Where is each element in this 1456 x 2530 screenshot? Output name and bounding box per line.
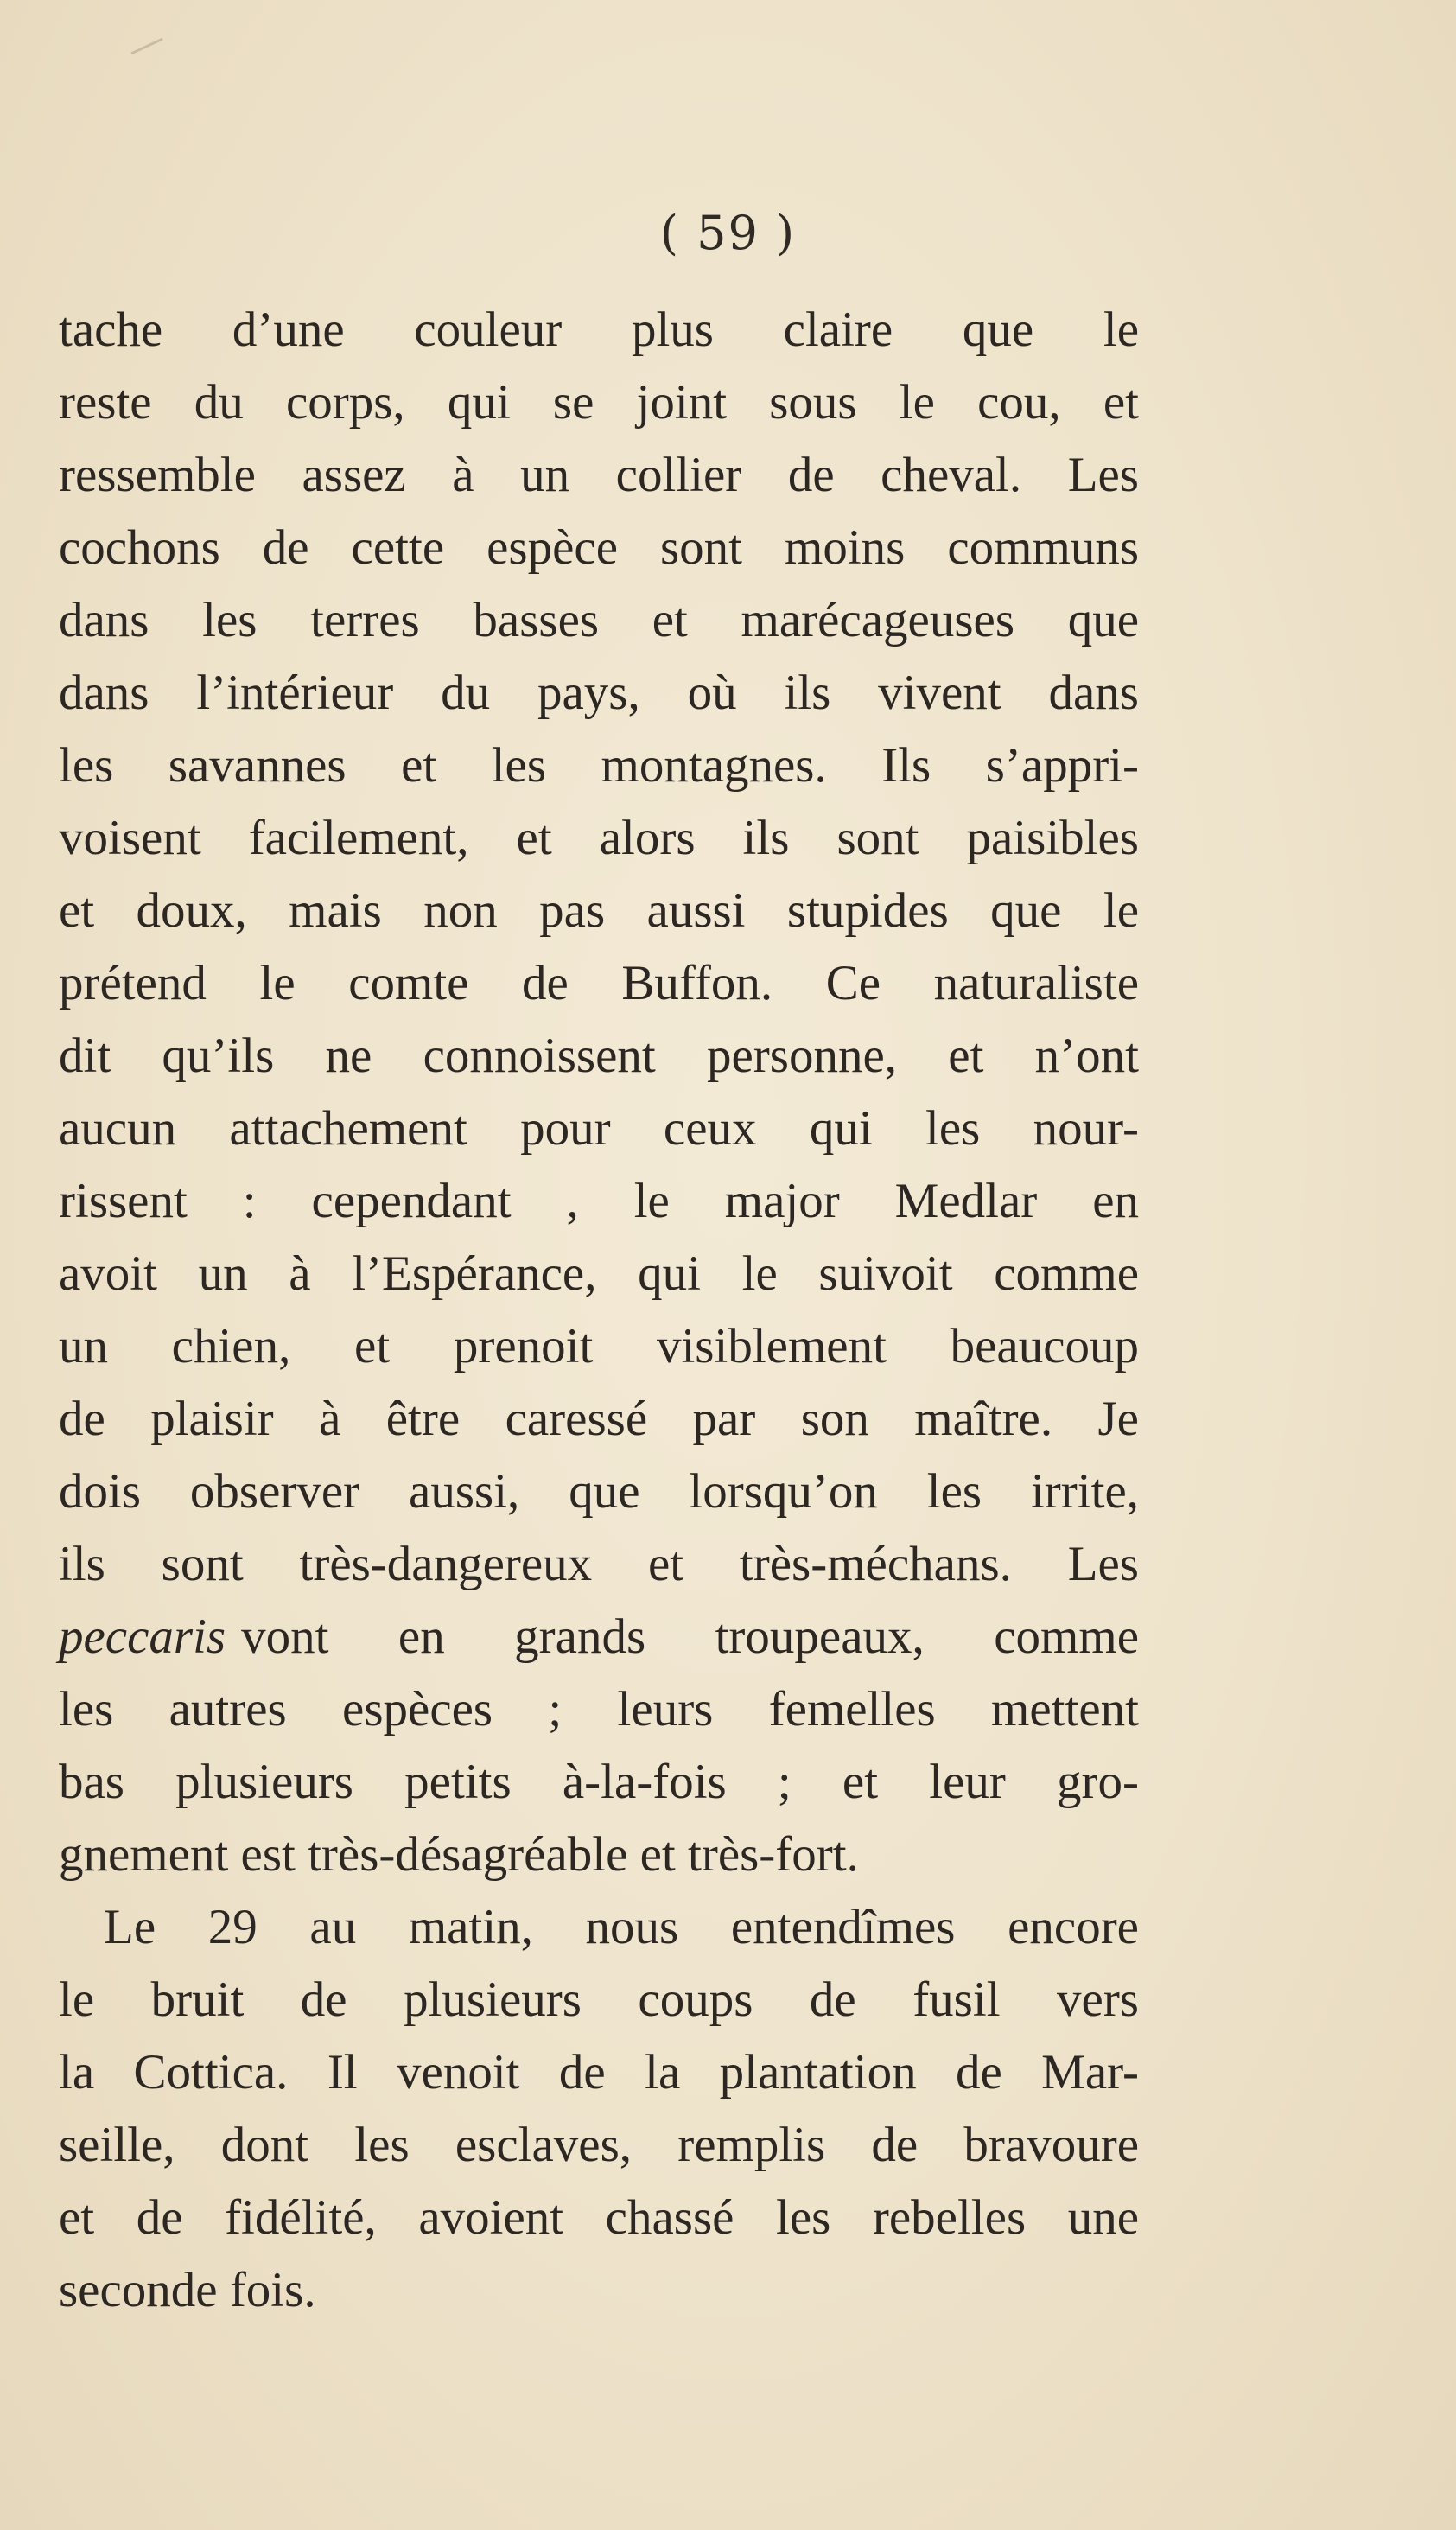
text-line: et de fidélité, avoient chassé les rebelles une: [59, 2190, 1139, 2245]
text-line: les savannes et les montagnes. Ils s’appri-: [59, 738, 1139, 793]
italic-line-rest: vont en grands troupeaux, comme: [241, 1609, 1139, 1664]
text-line: cochons de cette espèce sont moins communs: [59, 520, 1139, 575]
text-line: Le 29 au matin, nous entendîmes encore: [104, 1900, 1139, 1954]
text-line: reste du corps, qui se joint sous le cou, et: [59, 375, 1139, 430]
text-line: dans les terres basses et marécageuses que: [59, 593, 1139, 647]
paper-speck: [130, 38, 163, 55]
text-line: gnement est très-désagréable et très-fort.: [59, 1827, 859, 1882]
text-line: les autres espèces ; leurs femelles mettent: [59, 1682, 1139, 1737]
text-line: le bruit de plusieurs coups de fusil vers: [59, 1972, 1139, 2027]
text-line: la Cottica. Il venoit de la plantation de Mar-: [59, 2045, 1139, 2100]
text-line: tache d’une couleur plus claire que le: [59, 303, 1139, 357]
italic-word: peccaris: [59, 1609, 226, 1664]
text-line: voisent facilement, et alors ils sont paisibles: [59, 811, 1139, 865]
text-line: seconde fois.: [59, 2263, 316, 2317]
text-line: et doux, mais non pas aussi stupides que le: [59, 883, 1139, 938]
text-line: de plaisir à être caressé par son maître. Je: [59, 1392, 1139, 1446]
text-line: ils sont très-dangereux et très-méchans. Les: [59, 1537, 1139, 1591]
text-line: dit qu’ils ne connoissent personne, et n’ont: [59, 1029, 1139, 1083]
text-line: dans l’intérieur du pays, où ils vivent dans: [59, 666, 1139, 720]
page-number: ( 59 ): [659, 206, 797, 260]
text-line-italic: [59, 1601, 1139, 1673]
body-text: [59, 294, 1139, 2327]
text-line: rissent : cependant , le major Medlar en: [59, 1174, 1139, 1228]
text-line: bas plusieurs petits à-la-fois ; et leur gro-: [59, 1755, 1139, 1809]
text-line: un chien, et prenoit visiblement beaucoup: [59, 1319, 1139, 1373]
text-line: dois observer aussi, que lorsqu’on les irrite,: [59, 1464, 1139, 1519]
text-line: avoit un à l’Espérance, qui le suivoit comme: [59, 1246, 1139, 1301]
text-line: seille, dont les esclaves, remplis de bravoure: [59, 2118, 1139, 2172]
text-line: ressemble assez à un collier de cheval. Les: [59, 448, 1139, 502]
text-line: prétend le comte de Buffon. Ce naturaliste: [59, 956, 1139, 1010]
text-line: aucun attachement pour ceux qui les nour-: [59, 1101, 1139, 1156]
